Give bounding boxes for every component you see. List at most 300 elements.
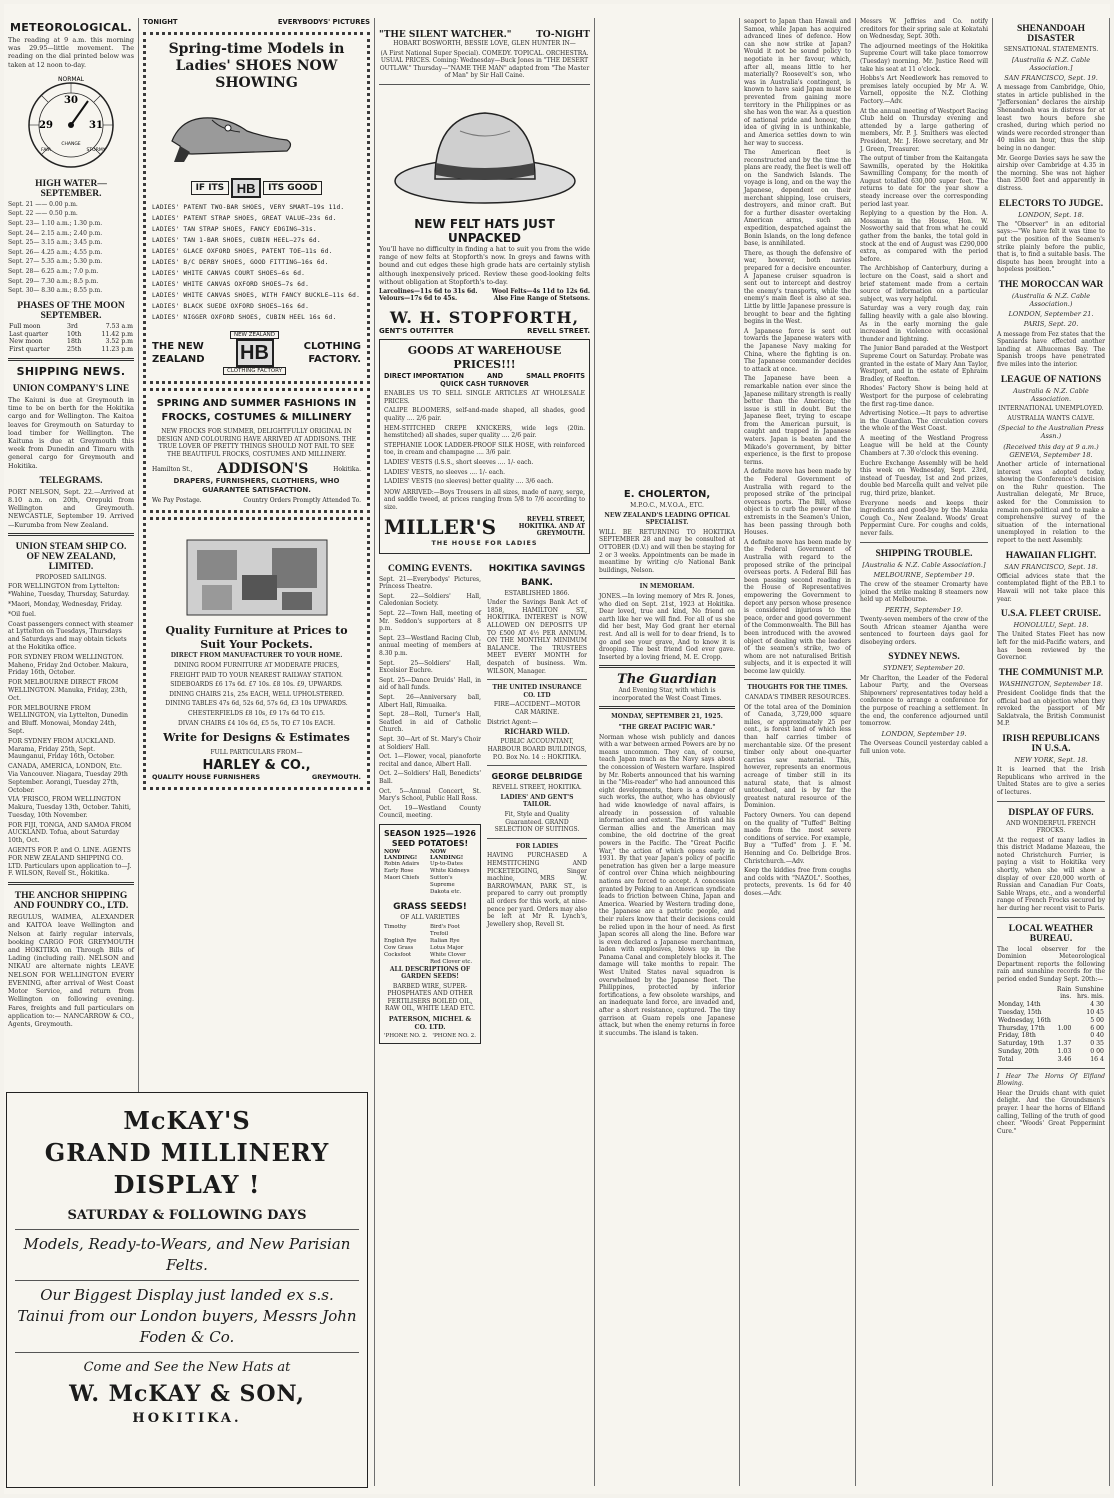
editorial-text: Norman whose wish publicly and dances with a war between armed Powers are by no means uncommon. They can, of course, teach Japan much as the Navy says about the concession of Western warfare. Inspired by Mr. Roberts announced that his warning in the "Mis-reader" who had announced this eight developments, there is a danger of such works, the author, who has obviously had wide knowledge of naval affairs, is already in possession of valuable information and extent. The British and his German allies and the American may combine, the old doctrine of the great powers in the Pacific. The "Great Pacific War," the action of which opens early in 1931. By that year Japan's policy of pacific penetration has given her a large measure of control over China which neighbouring nations are forced to accept. A concession granted by Peking to an American syndicate leads to friction between China, Japan and America. Wearied by Western trading done, the Japanese are a patriotic people, and their rulers know that their decisions could be relied upon in the hour of need. As first Japan scores all along the line. Before war is even declared a Japanese merchantman, laden with explosives, blows up in the Panama Canal and completely blocks it. The damage will take months to repair. The West United States naval squadron is overwhelmed by the Japanese fleet. The Philippines, protected by inferior fortifications, a few obsolete warships, and an inadequate land force, are invaded and, after a short resistance, captured. The tiny garrison at Guam repels one Japanese attack, but when the enemy returns in force it succumbs. The island is taken. — [599, 733, 735, 1037]
shipping-text: The Overseas Council yesterday cabled a full union vote. — [860, 739, 988, 755]
war-para: The Japanese have been a remarkable nation ever since the Japanese military strength is really better than the American; the issue is still in doubt. But the Japanese fleet, trying to escape from the American pursuit, is caught and trapped in Japanese waters. Japan is beaten and the Mikado's government, by bitter experience, is the first to propose terms. — [744, 375, 851, 466]
high-water-row: Sept. 22 —— 0.50 p.m. — [8, 210, 78, 218]
dial-word-stormy: STORMY — [86, 147, 106, 153]
dateline-london2: LONDON, Sept. 18. — [1018, 210, 1084, 219]
cholerton-text: WILL BE RETURNING TO HOKITIKA SEPTEMBER 28 and may be consulted at OTTOBER (D.V.) and will then be staying for 2 or 3 weeks. Appointments can be made in meantime by writing c/o National Bank buildings, Nelson. — [599, 528, 735, 574]
dateline-sydney: SYDNEY, September 20. — [883, 664, 965, 673]
cholerton-quals: M.P.O.C., M.V.O.A., ETC. — [630, 502, 704, 509]
fit-right: ITS GOOD — [263, 181, 322, 195]
sailing-item: FOR SYDNEY FROM WELLINGTON. Maheno, Friday 2nd October. Makura, Friday 16th, October. — [8, 653, 129, 677]
pictures-notes: (A First National Super Special). COMEDY. TOPICAL. ORCHESTRA. USUAL PRICES. Coming: Wednesday—Buck Jones in "THE DESERT OUTLAW." Thursday—"NAME THE MAN" adapted from "The Master of Man" by Sir Hall Caine. — [379, 49, 590, 80]
seed-variety: White Kidneys — [430, 867, 470, 874]
grass-variety: Red Clover etc. — [430, 958, 473, 965]
united-address: PUBLIC ACCOUNTANT, HARBOUR BOARD BUILDINGS, P.O. Box No. 14 :: HOKITIKA. — [487, 738, 587, 761]
weather-row — [997, 1017, 1105, 1025]
united-agent: RICHARD WILD. — [504, 727, 570, 737]
grass-note: ALL DESCRIPTIONS OF GARDEN SEEDS! — [389, 965, 471, 981]
cable-text: Another article of international interest was adopted today, showing the Conference's decision on the Ruhr question. The Australian delegate, Mr Bruce, asked for the Commission to remain non-political and to make a comprehensive survey of the situation of the international unemployed in relation to the report to the next Assembly. — [997, 461, 1105, 544]
moon-heading: PHASES OF THE MOON SEPTEMBER. — [17, 300, 125, 321]
moon-row — [8, 346, 134, 354]
seed-variety: Up-to-Dates — [430, 860, 463, 867]
guardian-date: MONDAY, SEPTEMBER 21, 1925. — [611, 713, 723, 721]
column-ads-middle — [375, 18, 595, 1486]
moon-time: 11.42 p.m — [101, 330, 133, 338]
meteorological-heading: METEOROLOGICAL. — [9, 21, 132, 34]
telegrams-text: PORT NELSON, Sept. 22.—Arrived at 8.10 a.m. on 20th, Orepuki from Wellington and Greymouth. NEWCASTLE, September 19. Arrived—Kurumba from New Zealand. — [8, 487, 134, 529]
for-ladies-text: HAVING PURCHASED A HEMSTITCHING AND PICKETEDGING, Singer machine, MRS W. BARROWMAN, PARK ST., is prepared to carry out promptly all orders for this work, at nine-pence per yard. Orders may also be left at Mr R. Lynch's, Jewellery shop, Revell St. — [487, 852, 587, 928]
felt-hat-icon — [390, 91, 580, 211]
barometer-dial-icon — [16, 73, 126, 173]
addison-left: Hamilton St., — [152, 465, 193, 473]
divider — [15, 1229, 359, 1230]
paterson-phone-left: 'PHONE NO. 2. — [384, 1033, 428, 1040]
moon-phase: First quarter — [9, 346, 50, 354]
weather-unit-sun: hrs. mis. — [1076, 993, 1104, 1001]
seed-potatoes-ad — [379, 824, 481, 1045]
assoc-line: Australia & N.Z. Cable Association. — [1013, 386, 1089, 403]
moon-day: 10th — [67, 330, 82, 338]
moon-day: 18th — [67, 338, 82, 346]
high-water-row: Sept. 25— 3.15 a.m.; 3.45 p.m. — [8, 239, 103, 247]
hats-heading: NEW FELT HATS JUST UNPACKED — [414, 216, 555, 245]
weather-day: Wednesday, 16th — [998, 1016, 1051, 1024]
weather-day: Thursday, 17th — [998, 1024, 1045, 1032]
cable-text: Mr. George Davies says he saw the airship over Cambridge at 4.35 in the morning. She was not higher than 2500 feet and apparently in distress. — [997, 154, 1105, 192]
furniture-item: FREIGHT PAID TO YOUR NEAREST RAILWAY STATION. — [170, 671, 343, 679]
hats-stetsons: Also Fine Range of Stetsons. — [493, 294, 590, 302]
weather-rain: 1.00 — [1057, 1024, 1072, 1032]
addison-foot-right: Country Orders Promptly Attended To. — [243, 497, 361, 505]
goods-heading: GOODS AT WAREHOUSE PRICES!!! — [407, 343, 562, 371]
silent-watcher-banner — [379, 30, 590, 40]
event-item: Sept. 25—Soldiers' Hall, Excelsior Euchre. — [379, 659, 481, 675]
united-heading: THE UNITED INSURANCE CO. LTD — [492, 684, 582, 699]
divider — [599, 665, 735, 668]
pictures-strip — [143, 18, 370, 26]
divider — [8, 533, 134, 536]
weather-sun: 6 00 — [1090, 1024, 1104, 1032]
brief: A meeting of the Westland Progress League will be held at the County Chambers at 7.30 o'clock this evening. — [860, 434, 988, 458]
weather-table — [997, 986, 1105, 1064]
thoughts-sub: CANADA'S TIMBER RESOURCES. — [744, 694, 851, 702]
guardian-masthead: The Guardian — [617, 672, 717, 688]
war-tail: A definite move has been made by the Federal Government of Australia with regard to the proposed strike of the principal overseas ports. The Bill, whose object is to curb the power of the extremists in the Seamen's Union, has been passing through both Houses. — [744, 468, 851, 537]
divider — [997, 801, 1105, 802]
spacer-under-hat — [599, 18, 735, 488]
furniture-item: DINING ROOM FURNITURE AT MODERATE PRICES, — [173, 661, 340, 669]
grass-variety: Cow Grass — [384, 944, 414, 951]
coming-heading: COMING EVENTS. — [388, 563, 472, 574]
shenandoah-sub: SENSATIONAL STATEMENTS. — [1003, 46, 1099, 53]
brief: The output of timber from the Kaitangata Sawmills, operated by the Hokitika Sawmilling Company, for the month of August totalled 630,000 super feet. The returns to date for the year show a steady increase over the corresponding period last year. — [860, 155, 988, 208]
ladies-shoe-icon — [152, 96, 302, 166]
seed-variety — [384, 889, 430, 896]
moon-phase: Full moon — [9, 322, 41, 330]
grass-variety: Italian Rye — [430, 937, 460, 944]
goods-mid: QUICK CASH TURNOVER — [440, 379, 529, 388]
furniture-list — [152, 662, 361, 727]
pictures-ad — [143, 18, 370, 26]
dial-word-change: CHANGE — [61, 141, 81, 147]
weather-header-row — [997, 986, 1105, 994]
goods-left: DIRECT IMPORTATION — [384, 371, 465, 380]
mckay-biggest: Our Biggest Display just landed ex s.s. Tainui from our London buyers, Messrs John Foden & Co. — [17, 1286, 357, 1346]
sailing-item: *Oil fuel. — [8, 610, 36, 618]
divider — [8, 882, 134, 885]
united-agent-label: District Agent:— — [487, 718, 538, 726]
weather-units-row — [997, 993, 1105, 1001]
furs-heading: DISPLAY OF FURS. — [1008, 807, 1094, 818]
event-item: Sept. 22—Soldiers' Hall, Caledonian Society. — [379, 592, 481, 608]
shipping-trouble-heading: SHIPPING TROUBLE. — [875, 548, 973, 559]
millers-address: REVELL STREET, HOKITIKA. AND AT GREYMOUTH. — [518, 516, 585, 537]
event-item: Sept. 26—Anniversary ball, Albert Hall, Rimuaika. — [379, 694, 481, 709]
moon-day: 3rd — [67, 322, 78, 330]
weather-rain: 1.37 — [1057, 1040, 1072, 1048]
shoes-heading: Spring-time Models in Ladies' SHOES NOW SHOWING — [168, 41, 345, 91]
moon-phase: Last quarter — [9, 330, 49, 338]
stopforth-name: W. H. STOPFORTH, — [389, 307, 580, 327]
cholerton-name: E. CHOLERTON, — [623, 489, 711, 500]
column-local-briefs — [856, 18, 993, 1486]
sailing-item: Coast passengers connect with steamer at Lyttelton on Tuesdays, Thursdays and Saturdays and may obtain tickets at the Hokitika office. — [8, 620, 134, 651]
dateline-sf2: SAN FRANCISCO, Sept. 18. — [1004, 562, 1098, 571]
shoe-item: LADIES' WHITE CANVAS COURT SHOES—6s 6d. — [152, 270, 306, 277]
weather-heading: LOCAL WEATHER BUREAU. — [1008, 923, 1094, 944]
moon-row — [8, 323, 134, 331]
event-item: Oct. 2—Soldiers' Hall, Benedicts' Ball. — [379, 770, 481, 785]
shoe-item: LADIES' GLACE OXFORD SHOES, PATENT TOE—11s 6d. — [152, 248, 333, 255]
league-heading: LEAGUE OF NATIONS — [1000, 374, 1102, 385]
brief: Rhodes' Factory Show is being held at Westport for the purpose of celebrating the first rag-time dance. — [860, 385, 988, 408]
brief: Replying to a question by the Hon. A. Mossman in the House, Hon. W. Nosworthy said that from what he could gather from the banks, the total gold in stock at the end of August was £290,000 extra, as compared with the period before. — [860, 210, 988, 263]
grass-note2: BARBED WIRE, SUPER-PHOSPHATES AND OTHER FERTILISERS BOILED OIL, RAW OIL, WHITE LEAD ETC. — [385, 982, 475, 1013]
weather-rain: 1.03 — [1057, 1047, 1072, 1055]
millers-name: MILLER'S — [384, 514, 497, 539]
furs-text: At the request of many ladies in this district Madame Mazeau, the noted Christchurch Furrier, is paying a visit to Hokitika very shortly, when she will show a display of over £20,000 worth of Russian and Canadian Fur Coats, Sable Wraps, etc., and a wonderful range of French Frocks secured by her during her recent visit to Paris. — [997, 836, 1105, 913]
events-and-ads-row — [379, 558, 590, 1049]
sailing-item: CANADA, AMERICA, LONDON, Etc. Via Vancouver. Niagara, Tuesday 29th September. Aorangi, Tuesday 27th, October. — [8, 763, 128, 794]
divider — [997, 917, 1105, 918]
furniture-room-icon — [182, 530, 332, 620]
weather-row — [997, 1032, 1105, 1040]
ussco-heading: UNION STEAM SHIP CO. OF NEW ZEALAND, LIMITED. — [15, 541, 127, 572]
nz-right: CLOTHING FACTORY. — [303, 341, 361, 365]
savings-est: ESTABLISHED 1866. — [504, 589, 570, 597]
goods-item: HEM-STITCHED CREPE KNICKERS, wide legs (20in. hemstitched) all shades, super quality .... 2/6 pair. — [384, 424, 585, 440]
divider — [997, 1068, 1105, 1069]
seed-variety: Dakota etc. — [430, 888, 462, 895]
event-item: Sept. 22—Town Hall, meeting of Mr. Seddon's supporters at 8 p.m. — [379, 610, 481, 633]
furniture-item: DINING TABLES 47s 6d, 52s 6d, 57s 6d, £3 10s UPWARDS. — [165, 700, 348, 708]
nz-clothing-banner — [152, 331, 361, 375]
weather-day: Sunday, 20th — [998, 1047, 1039, 1055]
delbridge-text: Fit, Style and Quality Guaranteed. GRAND SELECTION OF SUITINGS. — [494, 810, 580, 834]
pictures-title: EVERYBODYS' PICTURES — [277, 18, 370, 26]
elfland-heading: I Hear The Horns Of Elfland Blowing. — [997, 1072, 1105, 1088]
weather-total-sun: 16 4 — [1090, 1055, 1104, 1063]
seed-variety: Early Rose — [384, 867, 414, 874]
high-water-row: Sept. 27— 5.35 a.m.; 5.30 p.m. — [8, 258, 103, 266]
event-item: Oct. 5—Annual Concert, St. Mary's School, Public Hall Ross. — [379, 787, 481, 803]
harley-left: QUALITY HOUSE FURNISHERS — [152, 772, 261, 781]
nz-banner-foot: CLOTHING FACTORY — [223, 367, 286, 375]
elfland-text: Hear the Druids chant with quiet delight. And the Groundsmen's prayer. I hear the horns of Elfland calling, Telling of the truth of good cheer. "Woods' Great Peppermint Cure." — [997, 1089, 1105, 1135]
seed-variety: Robin Adairs — [384, 860, 420, 867]
grass-variety: Lotus Major — [430, 944, 464, 951]
nz-banner-top: NEW ZEALAND — [230, 331, 279, 339]
ussco-sub: PROPOSED SAILINGS. — [35, 573, 107, 581]
meteo-text: The reading at 9 a.m. this morning was 29.95—little movement. The reading on the dial printed below was taken at 12 noon to-day. — [8, 36, 134, 69]
hats-price-wool: Wool Felts—4s 11d to 12s 6d. — [491, 287, 590, 295]
seed-variety: Sutton's Supreme — [430, 874, 455, 888]
shoe-item: LADIES' PATENT TWO-BAR SHOES, VERY SMART—19s 11d. — [152, 204, 345, 211]
grass-variety: White Clover — [430, 951, 466, 958]
memoriam-text: JONES.—In loving memory of Mrs R. Jones, who died on Sept. 21st, 1923 at Hokitika. Dear loved, true and kind, No friend on earth like her we will find. For all of us she did her best, May God grant her eternal rest. And all is well for to dear friend, Is to go and see your grave, And to know it is drooping. The best friend God ever gave. Inserted by a loving friend, M. E. Cropp. — [599, 592, 735, 661]
shipping-text: The crew of the steamer Cromarty have joined the strike making 8 steamers now held up at Melbourne. — [860, 581, 988, 604]
weather-sun: 0 00 — [1090, 1047, 1104, 1055]
divider — [487, 838, 587, 839]
newspaper-page — [4, 4, 1110, 1494]
cable-text: President Coolidge finds that the official bad an objection when they revoked the passport of Mr Saklatvala, the British Communist M.P. — [997, 689, 1105, 728]
brief: The Archbishop of Canterbury, during a lecture on the Coast, said a short and brief statement made from a certain source of information on a particular subject, was very helpful. — [860, 265, 988, 303]
weather-unit — [997, 993, 1055, 1001]
furniture-heading: Quality Furniture at Prices to Suit Your Pockets. — [165, 624, 348, 652]
furniture-cta: Write for Designs & Estimates — [163, 731, 350, 745]
divider — [487, 765, 587, 766]
goods-item: LADIES' VESTS (l.S.S., short sleeves .... 1/- each. — [384, 458, 534, 466]
brief: At the annual meeting of Westport Racing Club held on Thursday evening and attended by a large gathering of members, Mr. P. J. Smithers was elected President, Mr. J. Howe secretary, and Mr J. Green, Treasurer. — [860, 107, 988, 153]
brief: Advertising Notice.—It pays to advertise in the Guardian. The circulation covers the whole of the West Coast. — [860, 410, 988, 433]
millers-tag: THE HOUSE FOR LADIES — [431, 538, 538, 547]
grass-variety — [384, 959, 430, 966]
weather-day: Monday, 14th — [998, 1001, 1041, 1009]
dial-num-30: 30 — [64, 94, 78, 106]
dateline-london: LONDON, September 19. — [881, 729, 967, 738]
moon-day: 25th — [67, 346, 82, 354]
brief: The Junior Band paraded at the Westport Supreme Court on Saturday. Probate was granted in the estate of Mary Ann Taylor, Westport, and in the estate of Ephraim Bradley, of Reefton. — [860, 345, 988, 383]
mckay-town: HOKITIKA. — [132, 1411, 242, 1426]
mckay-display: DISPLAY ! — [113, 1170, 261, 1199]
harley-sub: FULL PARTICULARS FROM— — [210, 749, 303, 757]
col4-more: A definite move has been made by the Federal Government of Australia with regard to the proposed strike of the principal overseas ports. A Federal Bill has been passing second reading in the House of Representatives empowering the Government to deport any person whose presence is considered injurious to the peace, order and good government of the Commonwealth. The Bill has been introduced with the avowed object of dealing with the leaders of the seamen's strike, two of whom are not naturalised British subjects, and it is expected it will become law quickly. — [744, 538, 851, 675]
furniture-item: DIVAN CHAIRS £4 10s 6d, £5 5s, TO £7 10s EACH. — [178, 719, 335, 727]
shoe-item: LADIES' TAN STRAP SHOES, FANCY EDGING—31s. — [152, 226, 317, 233]
furniture-item: DINING CHAIRS 21s, 25s EACH, WELL UPHOLSTERED. — [169, 690, 344, 698]
divider — [860, 542, 988, 543]
sailing-item: FOR MELBOURNE DIRECT FROM WELLINGTON. Manuka, Friday, 23th, Oct. — [8, 679, 128, 702]
weather-row — [997, 1025, 1105, 1033]
column-guardian — [595, 18, 740, 1486]
cable-text: A message from Cambridge, Ohio, states in article published in the "Jeffersonian" declares the airship Shenandoah was in distress for at least two hours before she crashed, during which period no winds were recorded stronger than 40 miles an hour, thus the ship being in no danger. — [997, 84, 1105, 152]
moon-table — [8, 323, 134, 354]
shipping-heading: SHIPPING NEWS. — [16, 364, 126, 378]
furniture-sub: DIRECT FROM MANUFACTURER TO YOUR HOME. — [170, 652, 343, 660]
seed-variety: Maori Chiefs — [384, 874, 420, 881]
war-para: The American fleet is reconstructed and by the time the plans are ready, the fleet is well off on the Sandwich Islands. The voyage is long, and on the way the Japanese, dependent on their merchant shipping, lose cruisers, destroyers, and minor craft. But for a further disaster overtaking American arms, such an expedition, despatched against the Bonin Islands, on the long defence base, is annihilated. — [744, 149, 851, 248]
savings-heading: HOKITIKA SAVINGS BANK. — [488, 563, 586, 588]
weather-head-sun: Sunshine — [1075, 985, 1104, 993]
mckay-models: Models, Ready-to-Wears, and New Parisian Felts. — [23, 1235, 351, 1274]
weather-day: Tuesday, 15th — [998, 1008, 1042, 1016]
cable-text: A message from Fez states that the Spaniards have effected another landing at Alhucemas Bay. The Spanish troops have penetrated five miles into the interior. — [997, 330, 1105, 369]
telegrams-heading: TELEGRAMS. — [39, 475, 103, 486]
shoes-ad — [143, 32, 370, 384]
sailings-list — [8, 583, 134, 878]
furniture-item: CHESTERFIELDS £8 10s, £9 17s 6d TO £15. — [188, 709, 325, 717]
dateline-ny: NEW YORK, Sept. 18. — [1014, 755, 1088, 764]
tonight-label: TONIGHT — [143, 18, 178, 26]
divider — [15, 1352, 359, 1353]
dateline-perth: PERTH, September 19. — [885, 605, 963, 614]
high-water-heading: HIGH WATER—SEPTEMBER. — [35, 178, 107, 199]
cable-text: It is learned that the Irish Republicans who arrived in the United States are to give a series of lectures. — [997, 766, 1105, 796]
dial-word-fair: FAIR — [41, 147, 51, 153]
sailing-item: VIA 'FRISCO, FROM WELLINGTON Makura, Tuesday 13th, October. Tahiti, Tuesday, 10th November. — [8, 796, 131, 819]
moon-time: 11.23 p.m — [101, 346, 133, 354]
divider — [599, 706, 735, 709]
assoc-line: (Australia & N.Z. Cable Association.) — [1011, 291, 1091, 309]
pictures-cast: HOBART BOSWORTH, BESSIE LOVE, GLEN HUNTER IN— — [393, 40, 576, 47]
goods-list — [384, 390, 585, 486]
sailing-item: *Maori, Monday, Wednesday, Friday. — [8, 600, 123, 608]
electors-heading: ELECTORS TO JUDGE. — [998, 198, 1104, 209]
goods-note: NOW ARRIVED:—Boys Trousers in all sizes, made of navy, serge, and saddle tweed, at prices ranging from 5/8 to 7/6 according to size. — [384, 488, 585, 511]
grass-variety: English Rye — [384, 937, 417, 944]
weather-sun: 0 40 — [1090, 1032, 1104, 1040]
mckay-son: W. McKAY & SON, — [69, 1381, 305, 1407]
weather-sun: 4 30 — [1090, 1001, 1104, 1009]
divider — [379, 84, 590, 85]
weather-rain — [1055, 1001, 1072, 1009]
weather-sun: 10 45 — [1086, 1008, 1104, 1016]
aus-wants-heading: AUSTRALIA WANTS CALVE. — [1007, 414, 1095, 422]
mckay-days: SATURDAY & FOLLOWING DAYS — [67, 1208, 307, 1223]
divider — [15, 1280, 359, 1281]
shoe-item: LADIES' B/C DERBY SHOES, GOOD FITTING—16s 6d. — [152, 259, 329, 266]
cholerton-sub: NEW ZEALAND'S LEADING OPTICAL SPECIALIST. — [604, 511, 730, 527]
dial-label-normal: NORMAL — [57, 75, 85, 83]
union-text: The Kaiuni is due at Greymouth in time to be on berth for the Hokitika cargo and for Wellington. The Kaitoa leaves for Greymouth on Saturday to load timber for Wellington. The Kaituna is due at Greymouth this week from Dunedin and Timaru with general cargo for Greymouth and Hokitika. — [8, 395, 134, 470]
hb-fit-banner — [152, 178, 361, 198]
cable-text: The "Observer" in an editorial says:—"We have felt it was time to put the position of the Seamen's strike plainly before the public, that is, to find a suitable basis. The dispute has been brought into a hopeless position." — [997, 220, 1105, 274]
brief: The adjourned meetings of the Hokitika Supreme Court will take place tomorrow (Tuesday) morning. Mr. Justice Reed will take his seat at 11 o'clock. — [860, 42, 988, 73]
divider — [8, 358, 134, 361]
column-cables — [993, 18, 1110, 1486]
weather-day: Saturday, 19th — [998, 1040, 1044, 1048]
shoe-item: LADIES' TAN 1-BAR SHOES, CUBIN HEEL—27s 6d. — [152, 237, 321, 244]
shenandoah-heading: SHENANDOAH DISASTER — [1016, 24, 1086, 44]
event-item: Oct. 1—Flower, vocal, pianoforte recital and dance, Albert Hall. — [379, 753, 481, 768]
thoughts-text: Of the total area of the Dominion of Canada, 3,729,000 square miles, or approximately 25 per cent., is forest land of which less than half carries timber of merchantable size. Of the present timber only about one-quarter carries saw material. This, however, represents an enormous acreage of timber still in its natural state, that is almost untouched, and is by far the greatest natural resource of the Dominion. — [744, 703, 851, 810]
grass-variety: Bird's Foot Trefoil — [430, 923, 460, 937]
goods-item: ENABLES US TO SELL SINGLE ARTICLES AT WHOLESALE PRICES. — [384, 390, 585, 405]
sailing-item: AGENTS FOR P. and O. LINE. AGENTS FOR NEW ZEALAND SHIPPING CO. LTD. Particulars upon application to—J. F. WILSON, Revell St., Hokitika. — [8, 847, 132, 878]
spring-text: NEW FROCKS FOR SUMMER, DELIGHTFULLY ORIGINAL IN DESIGN AND COLOURING HAVE ARRIVED AT ADDISONS. THE TRUE LOVER OF PRETTY THINGS SHOULD NOT FAIL TO SEE THE BEAUTIFUL FROCKS, COSTUMES AND MILLINERY. — [156, 428, 357, 458]
mckay-ad — [6, 1092, 368, 1488]
shoe-item: LADIES' NIGGER OXFORD SHOES, CUBIN HEEL 16s 6d. — [152, 314, 337, 321]
editorial-heading: "THE GREAT PACIFIC WAR." — [618, 724, 716, 732]
weather-rain — [1055, 1017, 1072, 1025]
goods-item: STEPHANIE LOOK LADDER-PROOF SILK HOSE, with reinforced toe, in cream and champagne .... 3/6 pair. — [384, 441, 585, 457]
for-ladies-heading: FOR LADIES — [515, 842, 559, 850]
weather-head-rain: Rain — [1056, 985, 1072, 993]
addison-foot-left: We Pay Postage. — [152, 497, 202, 505]
moon-time: 7.53 a.m — [105, 322, 133, 330]
high-water-row: Sept. 30— 8.30 a.m.; 8.55 p.m. — [8, 287, 103, 295]
addison-tag: DRAPERS, FURNISHERS, CLOTHIERS, WHO GUARANTEE SATISFACTION. — [173, 477, 340, 495]
hawaii-heading: HAWAIIAN FLIGHT. — [1005, 550, 1097, 561]
silent-watcher-title: "THE SILENT WATCHER." — [379, 30, 512, 40]
goods-and: AND — [487, 371, 504, 380]
brief: Saturday was a very rough day, rain falling heavily with a gale also blowing. As in the early morning the gale increased in violence with occasional thunder and lightning. — [860, 305, 988, 343]
brief: Hobbs's Art Needlework has removed to premises lately occupied by Mr A. W. Varnell, opposite the N.Z. Clothing Factory.—Adv. — [860, 75, 988, 105]
fleet-heading: U.S.A. FLEET CRUISE. — [1000, 609, 1102, 620]
coming-events — [379, 558, 481, 1049]
dateline-london3: LONDON, September 21. — [1008, 310, 1094, 319]
weather-row — [997, 1048, 1105, 1056]
shoe-item: LADIES' BLACK SUEDE OXFORD SHOES—16s 6d. — [152, 303, 310, 310]
moon-phase: New moon — [9, 338, 43, 346]
moon-row — [8, 338, 134, 346]
grass-sub: OF ALL VARIETIES — [400, 913, 460, 921]
seed-heading: SEASON 1925—1926 SEED POTATOES! — [384, 828, 476, 848]
paterson-phone-right: 'PHONE NO. 2. — [432, 1033, 476, 1040]
furniture-item: SIDEBOARDS £6 17s 6d. £7 10s. £8 10s. £9, UPWARDS. — [170, 681, 343, 689]
high-water-row: Sept. 24— 2.15 a.m.; 2.40 p.m. — [8, 229, 103, 237]
high-water-row: Sept. 21 —— 0.00 p.m. — [8, 200, 78, 208]
dateline-washington: WASHINGTON, September 18. — [999, 679, 1103, 688]
divider — [599, 578, 735, 579]
communist-heading: THE COMMUNIST M.P. — [998, 667, 1104, 678]
hats-text: You'll have no difficulty in finding a hat to suit you from the wide range of new felts at Stopforth's now. In greys and fawns with bound and cut edges these high grade hats are certainly stylish although inexpensively priced. Review these good-looking felts without obligation at Stopforth's to-day. — [379, 244, 590, 286]
dateline-paris: PARIS, Sept. 20. — [1023, 320, 1079, 329]
anchor-text: REGULUS, WAIMEA, ALEXANDER and KAITOA leave Wellington and Nelson at fairly regular intervals, booking CARGO FOR GREYMOUTH and HOKITIKA on Through Bills of Lading (including rail). NELSON and NIKAU are alternate nights LEAVE NELSON FOR WELLINGTON EVERY EVENING, after arrival of West Coast Motor Service, and return from Wellington on following evening. Fares, freights and full particulars on application to:— NANCARROW & CO., Agents, Greymouth. — [8, 913, 134, 1028]
shoe-item: LADIES' WHITE CANVAS OXFORD SHOES—7s 6d. — [152, 281, 310, 288]
memoriam-heading: IN MEMORIAM. — [639, 583, 695, 591]
delbridge-tag: LADIES' AND GENT'S TAILOR. — [500, 793, 574, 809]
war-para: A Japanese force is sent out towards the Japanese waters with the Japanese Navy making for China, where the fighting is on. The Japanese commander decides to attack at once. — [744, 327, 851, 373]
sailing-item: FOR FIJI, TONGA, AND SAMOA FROM AUCKLAND. Tofua, about Saturday 10th, Oct. — [8, 821, 132, 845]
divider — [487, 679, 587, 680]
sailing-item: FOR MELBOURNE FROM WELLINGTON, via Lyttelton, Dunedin and Bluff. Monowai, Monday 24th, Sept. — [8, 704, 128, 735]
addison-right: Hokitika. — [333, 465, 361, 473]
delbridge-address: REVELL STREET, HOKITIKA. — [492, 784, 582, 792]
weather-row — [997, 1001, 1105, 1009]
sailing-item: FOR WELLINGTON from Lyttelton: *Wahine, Tuesday, Thursday, Saturday. — [8, 583, 130, 599]
furniture-ad — [143, 517, 370, 789]
harley-name: HARLEY & CO., — [202, 757, 311, 773]
event-item: Oct. 19—Westland County Council, meeting. — [379, 804, 481, 820]
weather-total-rain: 3.46 — [1057, 1055, 1072, 1063]
paterson-name: PATERSON, MICHEL & CO. LTD. — [388, 1015, 472, 1032]
hats-price-velours: Velours—17s 6d to 45s. — [379, 294, 458, 302]
weather-total-label: Total — [998, 1055, 1014, 1063]
war-intro: seaport to Japan than Hawaii and Samoa, while Japan has acquired advanced lines of defence. How can she now strike at Japan? Would it not be sound policy to negotiate in her favour, which, after all, means little to her materially? Roosevelt's son, who was in Australia's contingent, is known to have said Japan must be prevented from gaining more territory in the Philippines or as she has won the war. As a question of national pride and honour, the idea of giving in is unthinkable, and America settles down to win her way to success. — [744, 18, 851, 147]
weather-rain — [1055, 1032, 1072, 1040]
shoe-item: LADIES' WHITE CANVAS SHOES, WITH FANCY BUCKLE—11s 6d. — [152, 292, 361, 299]
goods-item: CALIPE BLOOMERS, self-and-made shaped, all shades, good quality .... 2/6 pair. — [384, 407, 585, 422]
anchor-heading: THE ANCHOR SHIPPING AND FOUNDRY CO., LTD. — [13, 891, 129, 912]
addison-name: ADDISON'S — [217, 461, 309, 478]
weather-rain — [1055, 1009, 1072, 1017]
moon-row — [8, 331, 134, 339]
weather-day: Friday, 18th — [998, 1032, 1036, 1040]
weather-unit-rain: ins. — [1060, 993, 1072, 1001]
shoe-item: LADIES' PATENT STRAP SHOES, GREAT VALUE—23s 6d. — [152, 215, 337, 222]
hb-logo-icon: HB — [231, 178, 261, 198]
stopforth-ad — [379, 308, 590, 335]
